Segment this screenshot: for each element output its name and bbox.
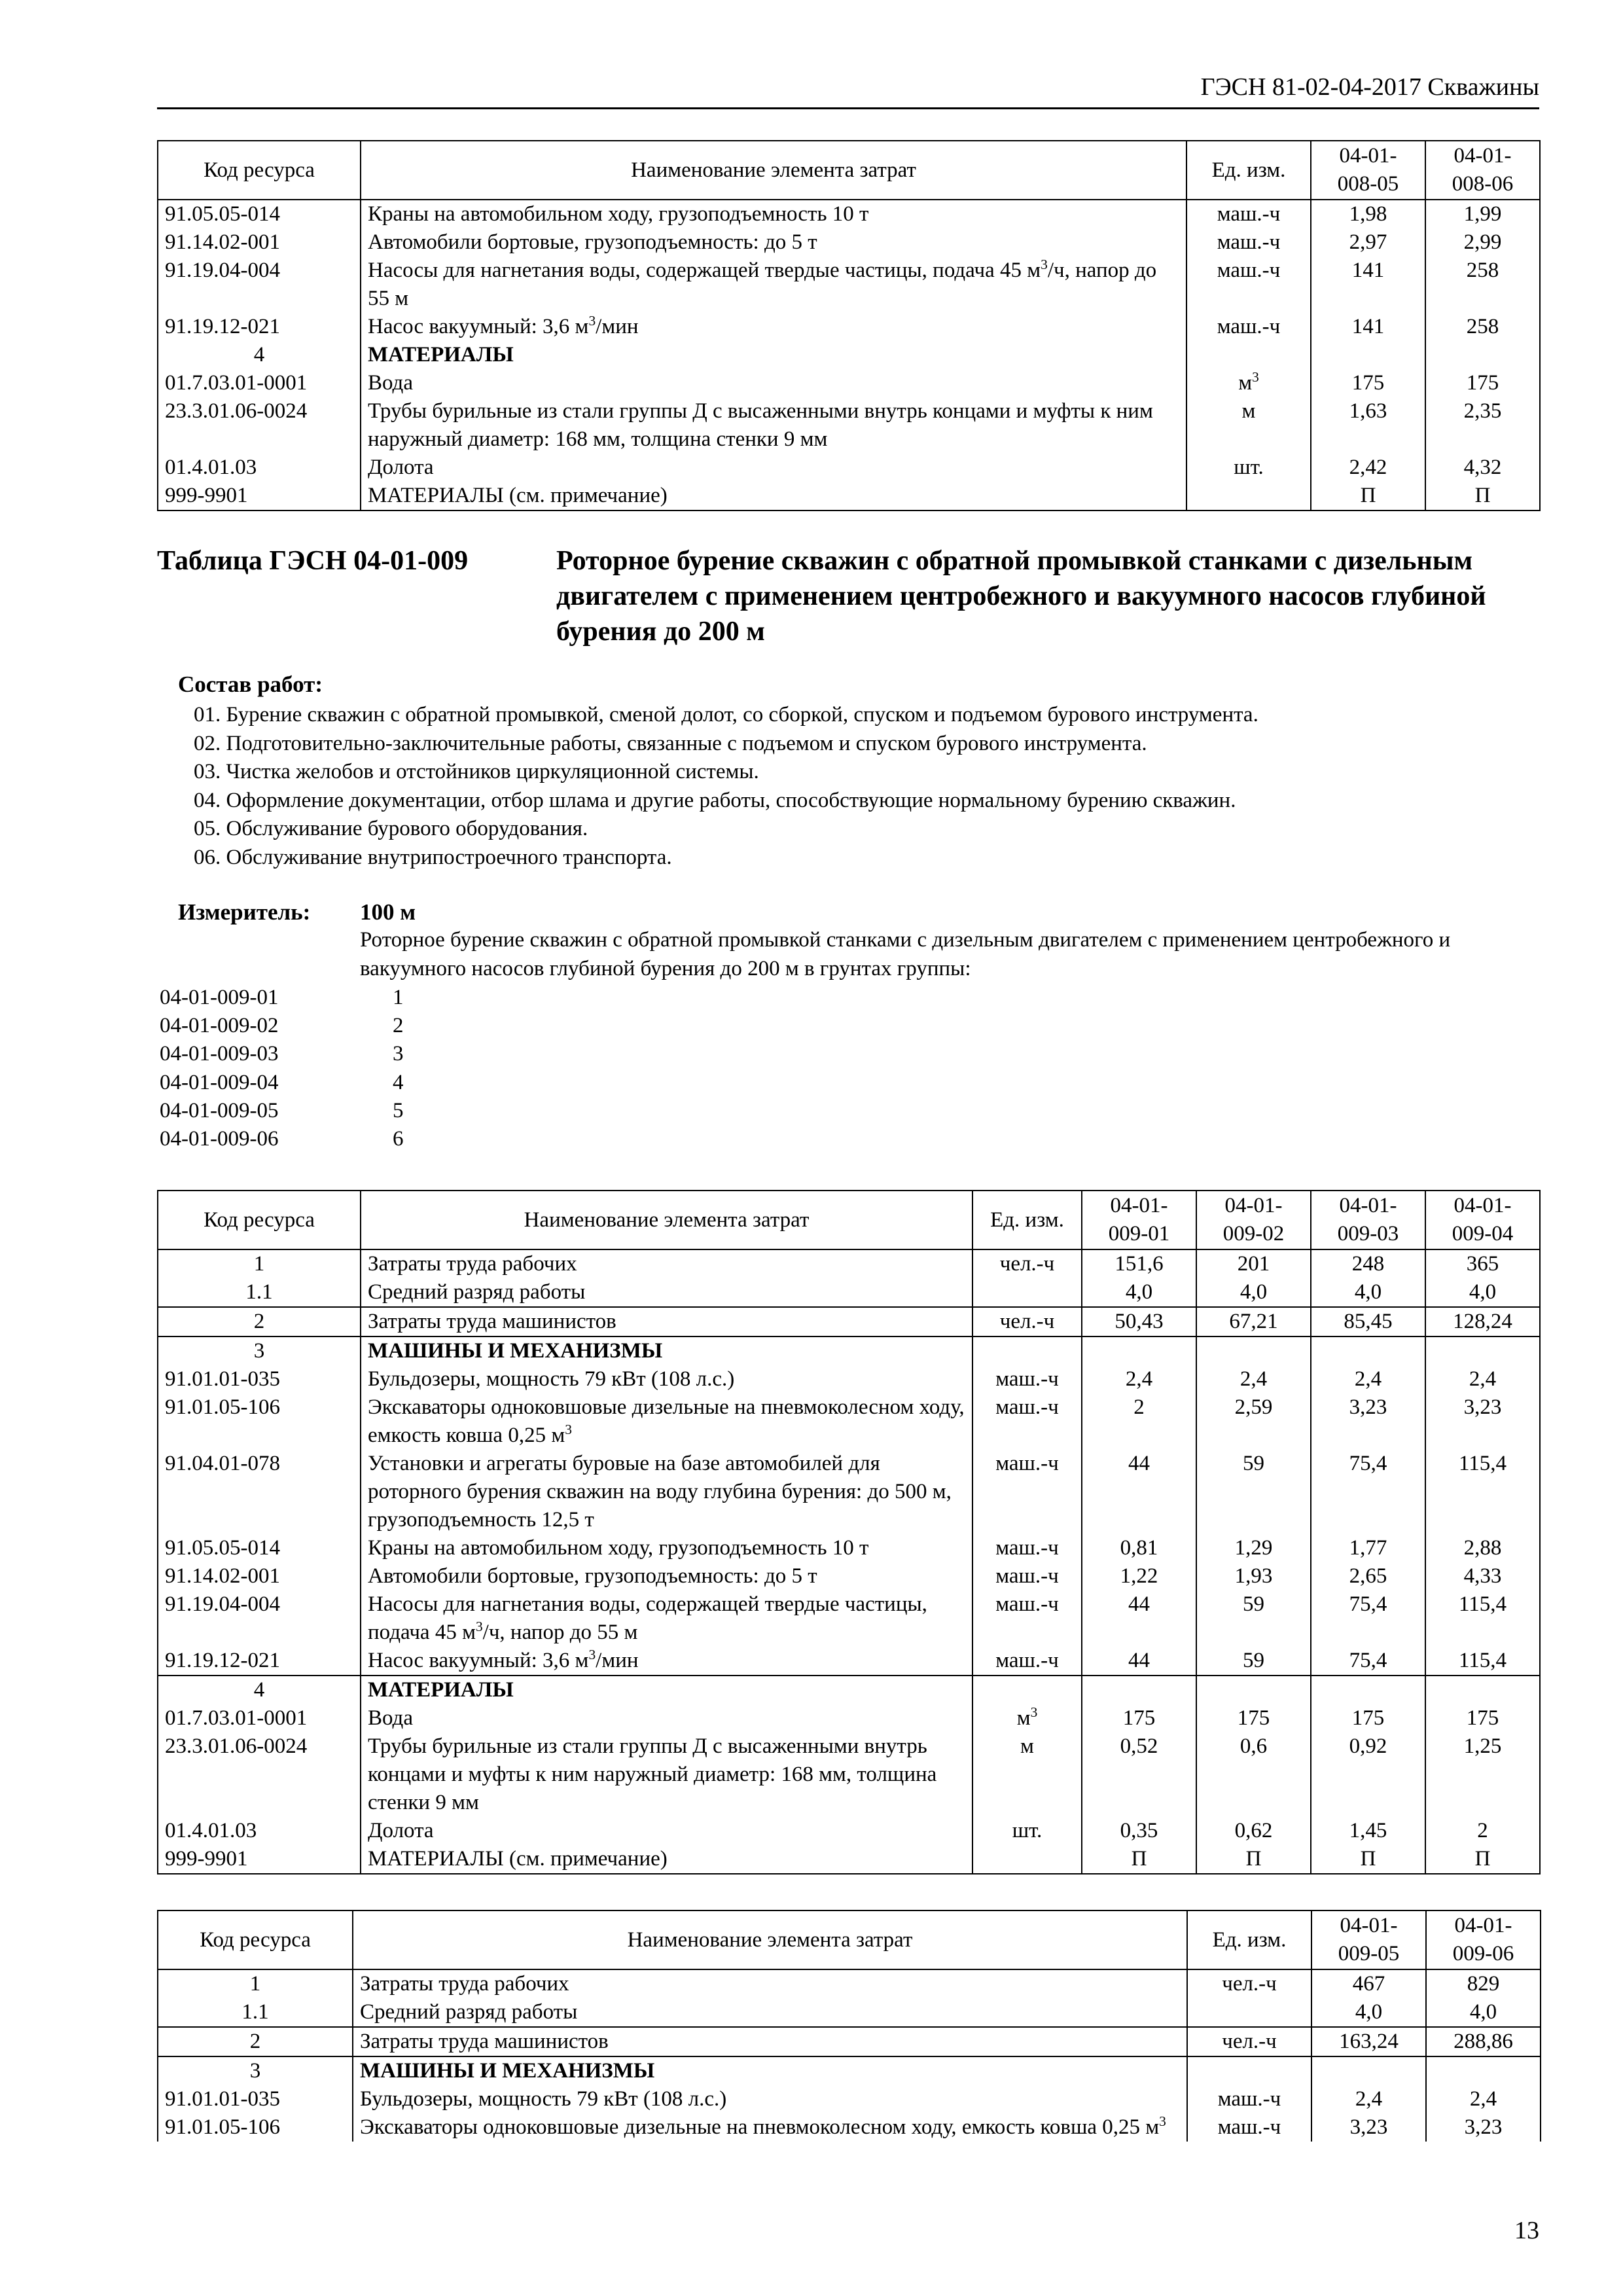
norm-value: 4,32	[1425, 454, 1540, 482]
norm-value: 248	[1311, 1249, 1425, 1278]
unit: шт.	[1186, 454, 1311, 482]
table-row	[158, 1393, 1540, 1450]
resource-code: 23.3.01.06-0024	[158, 397, 361, 454]
list-item	[160, 1040, 404, 1068]
norm-value: 0,92	[1311, 1732, 1425, 1817]
norm-value: 2,88	[1425, 1534, 1540, 1562]
table-row	[158, 200, 1540, 228]
column-header: Наименование элемента затрат	[361, 141, 1186, 200]
resource-code: 2	[158, 2027, 353, 2056]
norm-value: 175	[1082, 1704, 1196, 1732]
norm-value: 2,4	[1311, 2085, 1426, 2113]
norm-value: 1,98	[1311, 200, 1425, 228]
norm-value: 0,81	[1082, 1534, 1196, 1562]
column-header: Ед. изм.	[1187, 1910, 1311, 1969]
norm-value	[1426, 2056, 1541, 2085]
table-row	[158, 1307, 1540, 1336]
norm-value: 115,4	[1425, 1647, 1540, 1676]
section-row	[158, 1336, 1540, 1365]
work-composition-list	[194, 701, 1258, 872]
unit	[972, 1278, 1082, 1307]
list-item: 04. Оформление документации, отбор шлама и другие работы, способствующие нормальному бурению скважин.	[194, 788, 1236, 812]
norm-value: 2	[1425, 1817, 1540, 1845]
table-header-row	[158, 1191, 1540, 1249]
norm-value: 59	[1196, 1647, 1311, 1676]
norm-value: 4,0	[1311, 1998, 1426, 2027]
resource-code: 4	[158, 1676, 361, 1704]
norm-value: 175	[1425, 369, 1540, 397]
cost-element-name: Вода	[361, 369, 1186, 397]
norm-value: 2,4	[1196, 1365, 1311, 1393]
column-header: 04-01- 008-06	[1425, 141, 1540, 200]
work-composition-title: Состав работ:	[178, 672, 323, 697]
cost-element-name: МАТЕРИАЛЫ (см. примечание)	[361, 1845, 972, 1874]
resource-code: 3	[158, 1336, 361, 1365]
list-item: 01. Бурение скважин с обратной промывкой, сменой долот, со сборкой, спуском и подъемом бурового инструмента.	[194, 703, 1258, 726]
cost-element-name: Затраты труда рабочих	[361, 1249, 972, 1278]
unit: маш.-ч	[972, 1450, 1082, 1534]
column-header: Ед. изм.	[972, 1191, 1082, 1249]
table-header-row	[158, 141, 1540, 200]
norm-value: 1,45	[1311, 1817, 1425, 1845]
norm-value: 2,4	[1425, 1365, 1540, 1393]
norm-value: 2,4	[1082, 1365, 1196, 1393]
soil-group: 3	[393, 1042, 404, 1066]
norm-value	[1311, 1676, 1425, 1704]
resource-code: 999-9901	[158, 482, 361, 511]
norm-value: 365	[1425, 1249, 1540, 1278]
norm-value: 1,29	[1196, 1534, 1311, 1562]
unit: маш.-ч	[1186, 200, 1311, 228]
norm-value: 1,99	[1425, 200, 1540, 228]
norm-value: 2,97	[1311, 228, 1425, 257]
list-item: 03. Чистка желобов и отстойников циркуляционной системы.	[194, 760, 759, 783]
table-row	[158, 2085, 1541, 2113]
table-row	[158, 228, 1540, 257]
norm-value: 44	[1082, 1450, 1196, 1534]
cost-element-name: Краны на автомобильном ходу, грузоподъемность 10 т	[361, 200, 1186, 228]
norm-value	[1082, 1336, 1196, 1365]
resource-code: 3	[158, 2056, 353, 2085]
resource-code: 01.4.01.03	[158, 1817, 361, 1845]
unit: маш.-ч	[1187, 2113, 1311, 2142]
norm-value: 1,22	[1082, 1562, 1196, 1590]
cost-element-name: Насосы для нагнетания воды, содержащей твердые частицы, подача 45 $м^3/ч$, напор до 55 м	[361, 257, 1186, 313]
unit	[972, 1336, 1082, 1365]
resource-code: 91.04.01-078	[158, 1450, 361, 1534]
cost-element-name: МАТЕРИАЛЫ (см. примечание)	[361, 482, 1186, 511]
norm-value: 2,35	[1425, 397, 1540, 454]
resource-code: 91.14.02-001	[158, 228, 361, 257]
unit: маш.-ч	[1186, 228, 1311, 257]
resource-code: 91.05.05-014	[158, 1534, 361, 1562]
cost-element-name: МАШИНЫ И МЕХАНИЗМЫ	[353, 2056, 1187, 2085]
norm-value: 59	[1196, 1450, 1311, 1534]
norm-value: 2,4	[1426, 2085, 1541, 2113]
norm-value: 85,45	[1311, 1307, 1425, 1336]
cost-element-name: МАТЕРИАЛЫ	[361, 1676, 972, 1704]
norm-value: П	[1196, 1845, 1311, 1874]
list-item: 02. Подготовительно-заключительные работы, связанные с подъемом и спуском бурового инструмента.	[194, 731, 1147, 755]
list-item	[160, 1069, 404, 1097]
table-row	[158, 369, 1540, 397]
norm-value: 4,0	[1082, 1278, 1196, 1307]
norm-value: 75,4	[1311, 1450, 1425, 1534]
norm-value: 4,0	[1196, 1278, 1311, 1307]
unit: чел.-ч	[972, 1307, 1082, 1336]
norm-value: 75,4	[1311, 1647, 1425, 1676]
cost-element-name: Автомобили бортовые, грузоподъемность: до 5 т	[361, 1562, 972, 1590]
norm-value	[1425, 1336, 1540, 1365]
norm-value: 44	[1082, 1590, 1196, 1647]
norm-value	[1082, 1676, 1196, 1704]
norm-value: 67,21	[1196, 1307, 1311, 1336]
norm-value	[1311, 1336, 1425, 1365]
norm-value: 1,63	[1311, 397, 1425, 454]
resource-table-009-b	[157, 1910, 1541, 2142]
unit	[972, 1845, 1082, 1874]
norm-value: 175	[1311, 1704, 1425, 1732]
column-header: Код ресурса	[158, 1191, 361, 1249]
cost-element-name: Автомобили бортовые, грузоподъемность: до 5 т	[361, 228, 1186, 257]
resource-code: 01.7.03.01-0001	[158, 369, 361, 397]
table-row	[158, 313, 1540, 341]
resource-code: 2	[158, 1307, 361, 1336]
norm-value: 0,52	[1082, 1732, 1196, 1817]
norm-code: 04-01-009-01	[160, 986, 279, 1009]
page-number: 13	[1514, 2217, 1539, 2244]
cost-element-name: Долота	[361, 1817, 972, 1845]
norm-value: 1,25	[1425, 1732, 1540, 1817]
table-row	[158, 257, 1540, 313]
table-row	[158, 1450, 1540, 1534]
column-header: Наименование элемента затрат	[361, 1191, 972, 1249]
norm-value	[1196, 1336, 1311, 1365]
cost-element-name: Долота	[361, 454, 1186, 482]
norm-value: 258	[1425, 257, 1540, 313]
norm-value: 115,4	[1425, 1590, 1540, 1647]
table-row	[158, 1998, 1541, 2027]
resource-code: 91.19.12-021	[158, 1647, 361, 1676]
norm-value: 258	[1425, 313, 1540, 341]
resource-code: 01.4.01.03	[158, 454, 361, 482]
norm-value: 4,0	[1426, 1998, 1541, 2027]
resource-code: 4	[158, 341, 361, 369]
norm-value: 2,65	[1311, 1562, 1425, 1590]
table-row	[158, 1249, 1540, 1278]
resource-table-008	[157, 140, 1541, 511]
norm-value: 0,62	[1196, 1817, 1311, 1845]
cost-element-name: Насос вакуумный: 3,6 $м^3$/мин	[361, 313, 1186, 341]
norm-value: 59	[1196, 1590, 1311, 1647]
norm-value: 2,99	[1425, 228, 1540, 257]
resource-code: 91.19.04-004	[158, 1590, 361, 1647]
column-header: 04-01- 009-05	[1311, 1910, 1426, 1969]
unit	[972, 1676, 1082, 1704]
cost-element-name: МАТЕРИАЛЫ	[361, 341, 1186, 369]
norm-value: 3,23	[1425, 1393, 1540, 1450]
unit: маш.-ч	[972, 1534, 1082, 1562]
resource-code: 1	[158, 1249, 361, 1278]
header-rule	[157, 107, 1539, 109]
norm-value: 141	[1311, 313, 1425, 341]
norm-value: 4,0	[1311, 1278, 1425, 1307]
table-row	[158, 1817, 1540, 1845]
norm-value: 1,77	[1311, 1534, 1425, 1562]
unit	[1187, 2056, 1311, 2085]
soil-group: 2	[393, 1014, 404, 1038]
norm-value: 201	[1196, 1249, 1311, 1278]
resource-code: 01.7.03.01-0001	[158, 1704, 361, 1732]
table-row	[158, 1647, 1540, 1676]
norm-code: 04-01-009-02	[160, 1014, 279, 1038]
norm-value	[1311, 2056, 1426, 2085]
norm-value: 2,42	[1311, 454, 1425, 482]
column-header: 04-01- 009-04	[1425, 1191, 1540, 1249]
section-row	[158, 2056, 1541, 2085]
unit: чел.-ч	[1187, 1969, 1311, 1998]
table-row	[158, 1590, 1540, 1647]
table-row	[158, 2113, 1541, 2142]
unit: м	[972, 1732, 1082, 1817]
norm-value: 4,33	[1425, 1562, 1540, 1590]
norm-value: 288,86	[1426, 2027, 1541, 2056]
norm-value	[1425, 341, 1540, 369]
table-row	[158, 1732, 1540, 1817]
measure-description: Роторное бурение скважин с обратной промывкой станками с дизельным двигателем с применением центробежного и вакуумного насосов глубиной бурения до 200 м в грунтах группы:	[360, 928, 1451, 980]
unit: шт.	[972, 1817, 1082, 1845]
measure-label: Измеритель:	[178, 899, 311, 925]
norm-code: 04-01-009-06	[160, 1127, 279, 1151]
resource-code: 91.01.01-035	[158, 2085, 353, 2113]
table-row	[158, 2027, 1541, 2056]
column-header: Ед. изм.	[1186, 141, 1311, 200]
norm-value: П	[1311, 1845, 1425, 1874]
norm-value: 151,6	[1082, 1249, 1196, 1278]
norm-value: 128,24	[1425, 1307, 1540, 1336]
norm-value	[1311, 341, 1425, 369]
norm-value: 175	[1311, 369, 1425, 397]
table-row	[158, 482, 1540, 511]
section-row	[158, 1676, 1540, 1704]
unit: м	[1186, 397, 1311, 454]
norm-value: 3,23	[1426, 2113, 1541, 2142]
resource-code: 91.05.05-014	[158, 200, 361, 228]
norm-value: 44	[1082, 1647, 1196, 1676]
column-header: Код ресурса	[158, 1910, 353, 1969]
norm-value: 0,6	[1196, 1732, 1311, 1817]
column-header: Код ресурса	[158, 141, 361, 200]
cost-element-name: Насос вакуумный: 3,6 $м^3$/мин	[361, 1647, 972, 1676]
resource-code: 91.01.05-106	[158, 1393, 361, 1450]
unit: чел.-ч	[1187, 2027, 1311, 2056]
norm-value: 1,93	[1196, 1562, 1311, 1590]
list-item	[160, 984, 404, 1012]
soil-group: 6	[393, 1127, 404, 1151]
cost-element-name: Средний разряд работы	[361, 1278, 972, 1307]
norm-code: 04-01-009-04	[160, 1070, 279, 1094]
cost-element-name: Бульдозеры, мощность 79 кВт (108 л.с.)	[361, 1365, 972, 1393]
column-header: 04-01- 009-06	[1426, 1910, 1541, 1969]
norm-value: 3,23	[1311, 2113, 1426, 2142]
resource-code: 91.19.04-004	[158, 257, 361, 313]
cost-element-name: Бульдозеры, мощность 79 кВт (108 л.с.)	[353, 2085, 1187, 2113]
list-item	[160, 1097, 404, 1125]
norm-value: 175	[1425, 1704, 1540, 1732]
norm-value: 0,35	[1082, 1817, 1196, 1845]
norm-value: 50,43	[1082, 1307, 1196, 1336]
norm-value: П	[1311, 482, 1425, 511]
resource-table-009-a	[157, 1190, 1541, 1874]
cost-element-name: Трубы бурильные из стали группы Д с высаженными внутрь концами и муфты к ним наружный диаметр: 168 мм, толщина стенки 9 мм	[361, 1732, 972, 1817]
unit: чел.-ч	[972, 1249, 1082, 1278]
norm-value: 3,23	[1311, 1393, 1425, 1450]
unit: маш.-ч	[1186, 313, 1311, 341]
unit: маш.-ч	[972, 1365, 1082, 1393]
norm-value: 115,4	[1425, 1450, 1540, 1534]
resource-code: 91.14.02-001	[158, 1562, 361, 1590]
cost-element-name: МАШИНЫ И МЕХАНИЗМЫ	[361, 1336, 972, 1365]
cost-element-name: Установки и агрегаты буровые на базе автомобилей для роторного бурения скважин на воду глубина бурения: до 500 м, грузоподъемность 12,5 т	[361, 1450, 972, 1534]
running-title: ГЭСН 81-02-04-2017 Скважины	[1200, 73, 1539, 101]
norm-value: П	[1425, 482, 1540, 511]
measure-value: 100 м	[360, 899, 416, 925]
soil-group: 1	[393, 986, 404, 1009]
norm-value: 4,0	[1425, 1278, 1540, 1307]
table-row	[158, 1704, 1540, 1732]
list-item	[160, 1125, 404, 1153]
table-title: Роторное бурение скважин с обратной промывкой станками с дизельным двигателем с применением центробежного и вакуумного насосов глубиной бурения до 200 м	[556, 546, 1486, 647]
table-row	[158, 1534, 1540, 1562]
cost-element-name: Затраты труда рабочих	[353, 1969, 1187, 1998]
soil-group: 5	[393, 1098, 404, 1122]
table-row	[158, 397, 1540, 454]
resource-code: 23.3.01.06-0024	[158, 1732, 361, 1817]
table-row	[158, 1969, 1541, 1998]
resource-code: 91.19.12-021	[158, 313, 361, 341]
table-row	[158, 1845, 1540, 1874]
norm-value: 829	[1426, 1969, 1541, 1998]
unit: маш.-ч	[972, 1393, 1082, 1450]
cost-element-name: Средний разряд работы	[353, 1998, 1187, 2027]
unit: маш.-ч	[972, 1590, 1082, 1647]
cost-element-name: Затраты труда машинистов	[353, 2027, 1187, 2056]
resource-code: 999-9901	[158, 1845, 361, 1874]
section-row	[158, 341, 1540, 369]
soil-group: 4	[393, 1070, 404, 1094]
table-row	[158, 1365, 1540, 1393]
column-header: 04-01- 009-03	[1311, 1191, 1425, 1249]
unit: маш.-ч	[1187, 2085, 1311, 2113]
unit: $м^3$	[972, 1704, 1082, 1732]
cost-element-name: Трубы бурильные из стали группы Д с высаженными внутрь концами и муфты к ним наружный диаметр: 168 мм, толщина стенки 9 мм	[361, 397, 1186, 454]
norm-value: 2,59	[1196, 1393, 1311, 1450]
table-header-row	[158, 1910, 1541, 1969]
norm-value: 2,4	[1311, 1365, 1425, 1393]
column-header: 04-01- 008-05	[1311, 141, 1425, 200]
norm-code: 04-01-009-05	[160, 1098, 279, 1122]
norm-value: 175	[1196, 1704, 1311, 1732]
column-header: 04-01- 009-01	[1082, 1191, 1196, 1249]
unit: $м^3$	[1186, 369, 1311, 397]
table-row	[158, 1562, 1540, 1590]
table-label: Таблица ГЭСН 04-01-009	[157, 546, 469, 576]
unit	[1187, 1998, 1311, 2027]
norm-value: П	[1082, 1845, 1196, 1874]
cost-element-name: Экскаваторы одноковшовые дизельные на пневмоколесном ходу, емкость ковша 0,25 $м^3$	[353, 2113, 1187, 2142]
norm-value: 2	[1082, 1393, 1196, 1450]
unit	[1186, 482, 1311, 511]
column-header: 04-01- 009-02	[1196, 1191, 1311, 1249]
resource-code: 91.01.05-106	[158, 2113, 353, 2142]
list-item	[160, 1012, 404, 1040]
table-row	[158, 1278, 1540, 1307]
resource-code: 1.1	[158, 1998, 353, 2027]
soil-group-list	[160, 984, 404, 1153]
list-item: 05. Обслуживание бурового оборудования.	[194, 817, 588, 840]
norm-value	[1196, 1676, 1311, 1704]
resource-code: 91.01.01-035	[158, 1365, 361, 1393]
norm-value	[1425, 1676, 1540, 1704]
norm-value: 141	[1311, 257, 1425, 313]
cost-element-name: Экскаваторы одноковшовые дизельные на пневмоколесном ходу, емкость ковша 0,25 $м^3$	[361, 1393, 972, 1450]
unit: маш.-ч	[972, 1562, 1082, 1590]
cost-element-name: Затраты труда машинистов	[361, 1307, 972, 1336]
norm-code: 04-01-009-03	[160, 1042, 279, 1066]
resource-code: 1	[158, 1969, 353, 1998]
resource-code: 1.1	[158, 1278, 361, 1307]
unit: маш.-ч	[972, 1647, 1082, 1676]
cost-element-name: Краны на автомобильном ходу, грузоподъемность 10 т	[361, 1534, 972, 1562]
unit: маш.-ч	[1186, 257, 1311, 313]
norm-value: П	[1425, 1845, 1540, 1874]
norm-value: 163,24	[1311, 2027, 1426, 2056]
norm-value: 467	[1311, 1969, 1426, 1998]
list-item: 06. Обслуживание внутрипостроечного транспорта.	[194, 845, 672, 869]
norm-value: 75,4	[1311, 1590, 1425, 1647]
cost-element-name: Вода	[361, 1704, 972, 1732]
column-header: Наименование элемента затрат	[353, 1910, 1187, 1969]
table-row	[158, 454, 1540, 482]
cost-element-name: Насосы для нагнетания воды, содержащей твердые частицы, подача 45 $м^3/ч$, напор до 55 м	[361, 1590, 972, 1647]
unit	[1186, 341, 1311, 369]
